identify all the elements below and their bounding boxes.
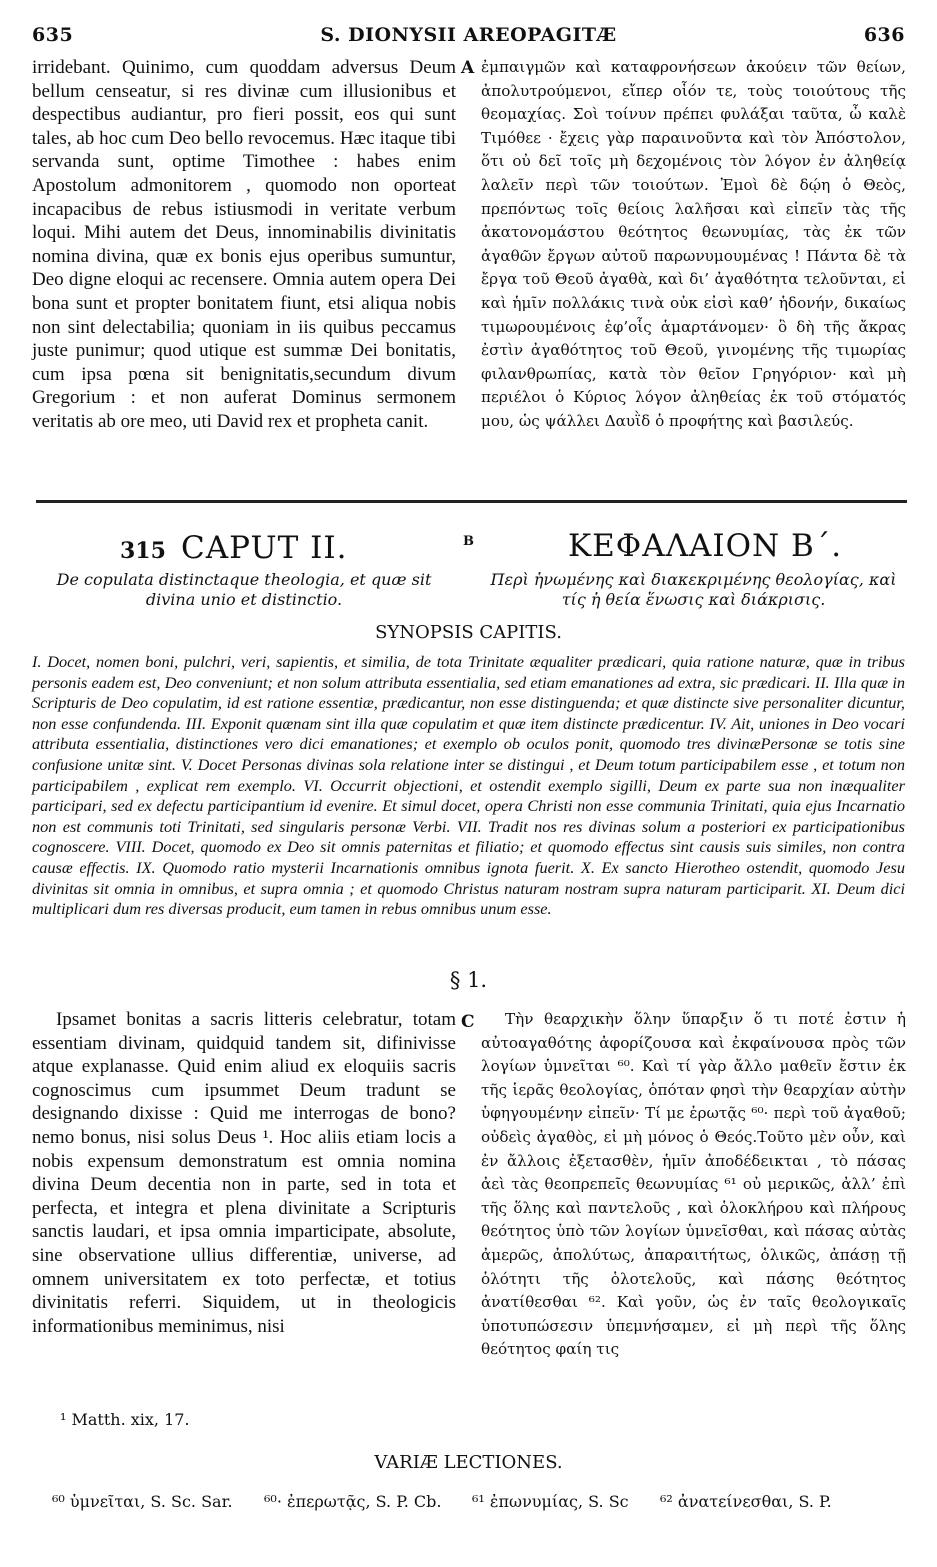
greek-paragraph-top: ἐμπαιγμῶν καὶ καταφρονήσεων ἀκούειν τῶν θείων, ἀπολυτρούμενοι, εἴπερ οἷόν τε, τοὺς τοιούτους τῆς θεομαχίας. Σοὶ τοίνυν πρέπει φυλάξαι ταῦτα, ὦ καλὲ Τιμόθεε · ἔχεις γὰρ παραινοῦντα καὶ τὸν Ἀπόστολον, ὅτι οὐ δεῖ τοῖς μὴ δεχομένοις τὸν λόγον ἐν ἀληθείᾳ λαλεῖν περὶ τῶν τοιούτων. Ἐμοὶ δὲ δῴη ὁ Θεὸς, πρεπόντως τοῖς θείοις λαλῆσαι καὶ εἰπεῖν τὰς τῆς ἀκατονομάστου θεότητος θεωνυμίας, τὰς ἐκ τῶν ἀγαθῶν ἔργων αὐτοῦ παρωνυμουμένας ! Πάντα δὲ τὰ ἔργα τοῦ Θεοῦ ἀγαθὰ, καὶ δι’ ἀγαθότητα τελοῦνται, εἰ καὶ ἡμῖν πολλάκις τινὰ οὐκ εἰσὶ καθ’ ἡδονήν, δικαίως τιμωρουμένοις ἐφ’οἷς ἁμαρτάνομεν· ὃ δὴ τῆς ἄκρας ἐστὶν ἀγαθότητος τοῦ Θεοῦ, γινομένης τῆς τιμωρίας φιλανθρωπίας, κατὰ τὸν θεῖον Γρηγόριον· καὶ μὴ περιέλοι ὁ Κύριος λόγον ἀληθείας ἐκ τοῦ στόματός μου, ὡς ψάλλει Δαυῒδ ὁ προφήτης καὶ βασιλεύς. [481, 58, 906, 430]
section-mark: § 1. [449, 968, 488, 992]
caput-subtitle-latin: De copulata distinctaque theologia, et quæ sit divina unio et distinctio. [56, 570, 432, 609]
margin-marker-a: A [461, 58, 475, 78]
page-number-left: 635 [32, 24, 74, 46]
greek-column-bottom [481, 1008, 906, 1362]
page-number-right: 636 [863, 24, 905, 46]
running-title: S. DIONYSII AREOPAGITÆ [320, 24, 617, 46]
margin-marker-c: C [461, 1012, 475, 1032]
variant-reading-3: ⁶¹ ἐπωνυμίας, S. Sc [472, 1492, 629, 1511]
latin-paragraph-bottom: Ipsamet bonitas a sacris litteris celebratur, totam essentiam divinam, quidquid tandem sit, difinivisse atque explanasse. Quid enim aliud ex eloquiis sacris cognoscimus cum ipsummet Deum tradunt se designando dixisse : Quid me interrogas de bono? nemo bonus, nisi solus Deus ¹. Hoc aliis etiam locis a nobis expensum demonstratum est omnia nomina divina Deum decentia non in parte, sed in tota et perfecta, et integra et plena divinitate a Scripturis sanctis laudari, et ipsa omnia imparticipate, absolute, sine observatione ullius differentiæ, universe, ad omnem universitatem ex toto perfectæ, et totius divinitatis referri. Siquidem, ut in theologicis informationibus meminimus, nisi [32, 1009, 456, 1337]
greek-paragraph-bottom: Τὴν θεαρχικὴν ὅλην ὕπαρξιν ὅ τι ποτέ ἐστιν ἡ αὐτοαγαθότης ἀφορίζουσα καὶ ἐκφαίνουσα πρὸς τῶν λογίων ὑμνεῖται ⁶⁰. Καὶ τί γὰρ ἄλλο μαθεῖν ἔστιν ἐκ τῆς ἱερᾶς θεολογίας, ὁπόταν φησὶ τὴν θεαρχίαν αὐτὴν ὑφηγουμένην εἰπεῖν· Τί με ἐρωτᾷς ⁶⁰· περὶ τοῦ ἀγαθοῦ; οὐδεὶς ἀγαθὸς, εἰ μὴ μόνος ὁ Θεός.Τοῦτο μὲν οὖν, καὶ ἐν ἄλλοις ἐξετασθὲν, ἡμῖν ἀποδέδεικται , τὸ πάσας ἀεὶ τὰς θεοπρεπεῖς θεωνυμίας ⁶¹ οὐ μερικῶς, ἀλλ’ ἐπὶ τῆς ὅλης καὶ παντελοῦς , καὶ ὁλοκλήρου καὶ πλήρους θεότητος ὑπὸ τῶν λογίων ὑμνεῖσθαι, καὶ πάσας αὐτὰς ἀμερῶς, ἀπολύτως, ἀπαραιτήτως, ὁλικῶς, ἀπάσῃ τῇ ὁλότητι τῆς ὁλοτελοῦς, καὶ πάσης θεότητος ἀνατίθεσθαι ⁶². Καὶ γοῦν, ὡς ἐν ταῖς θεολογικαῖς ὑποτυπώσεσιν ὑπεμνήσαμεν, εἰ μὴ περὶ τῆς ὅλης θεότητος φαίη τις [481, 1010, 906, 1359]
variant-reading-1: ⁶⁰ ὑμνεῖται, S. Sc. Sar. [52, 1492, 233, 1511]
footnote: ¹ Matth. xix, 17. [60, 1410, 190, 1429]
latin-column-top [32, 56, 456, 434]
caput-heading-latin [120, 530, 347, 566]
caput-title-greek: ΚΕΦΑΛΑΙΟΝ Β΄. [568, 528, 843, 564]
column-number: 315 [120, 538, 166, 564]
latin-paragraph-top: irridebant. Quinimo, cum quoddam adversus Deum bellum censeatur, si res divinæ cum illusionibus et despectibus audiantur, pro fieri possit, eos qui sunt tales, ab hoc cum Deo bello revocemus. Hæc itaque tibi servanda sunt, optime Timothee : habes enim Apostolum admonitorem , quomodo non oporteat incapacibus de rebus istiusmodi in veritate verbum loqui. Mihi autem det Deus, innominabilis divinitatis nomina divina, quæ ex bonis ejus operibus sumuntur, Deo digne eloqui ac recensere. Omnia autem opera Dei bona sunt et propter bonitatem fiunt, etsi aliqua nobis non sint delectabilia; quoniam in iis quibus peccamus juste punimur; quod utique est summæ Dei bonitatis, cum ipsa pœna sit benignitatis,secundum divum Gregorium : et non auferat Dominus sermonem veritatis ab ore meo, uti David rex et propheta canit. [32, 57, 456, 432]
variant-reading-4: ⁶² ἀνατείνεσθαι, S. P. [660, 1492, 832, 1511]
variant-reading-2: ⁶⁰· ἐπερωτᾷς, S. P. Cb. [264, 1492, 442, 1511]
caput-title-latin: CAPUT II. [181, 530, 348, 566]
greek-column-top [481, 56, 906, 434]
synopsis-heading: SYNOPSIS CAPITIS. [375, 622, 562, 643]
latin-column-bottom [32, 1008, 456, 1338]
section-divider [36, 500, 907, 503]
margin-marker-b: B [463, 534, 474, 549]
caput-subtitle-greek: Περὶ ἡνωμένης καὶ διακεκριμένης θεολογίας, καὶ τίς ἡ θεία ἕνωσις καὶ διάκρισις. [490, 570, 897, 609]
variae-heading: VARIÆ LECTIONES. [374, 1452, 563, 1473]
synopsis-text: I. Docet, nomen boni, pulchri, veri, sapientis, et similia, de tota Trinitate æqualiter prædicari, quia ratione naturæ, quæ in tribus personis eadem est, Deo conveniunt; et non solum attributa essentialia, sed etiam emanationes ad extra, sic prædicari. II. Illa quæ in Scripturis de Deo copulatim, id est ratione essentiæ, prædicantur, non esse distinguenda; et quæ distincte sive personaliter dicuntur, non esse confundenda. III. Exponit quænam sint illa quæ copulatim et quæ item distincte prædicentur. IV. Ait, uniones in Deo vocari attributa essentialia, distinctiones vero dici emanationes; et exemplo ob oculos ponit, quomodo tres divinæPersonæ se totis sine confusione unitæ sint. V. Docet Personas divinas sola relatione inter se distingui , et Deum totum participabilem esse , et totum non participabilem , explicat rem exemplo. VI. Occurrit objectioni, et ostendit exemplo sigilli, Deum ex parte sua non inæqualiter participari, sed ex defectu participantium id evenire. Et simul docet, opera Christi non esse communia Trinitati, quia ejus Incarnatio non est communis toti Trinitati, sed singularis personæ Verbi. VII. Tradit nos res divinas solum a posteriori ex participationibus cognoscere. VIII. Docet, quomodo ex Deo sit omnis paternitas et filiatio; et quomodo effectus sint causis suis similes, non contra causæ effectis. IX. Quomodo ratio mysterii Incarnationis omnibus ignota fuerit. X. Ex sancto Hierotheo ostendit, quomodo Jesu divinitas sit omnia in omnibus, et supra omnia ; et quomodo Christus naturam nostram supra naturam participarit. XI. Deum dici multiplicari dum res diversas producit, eum tamen in rebus omnibus unum esse. [32, 652, 905, 919]
